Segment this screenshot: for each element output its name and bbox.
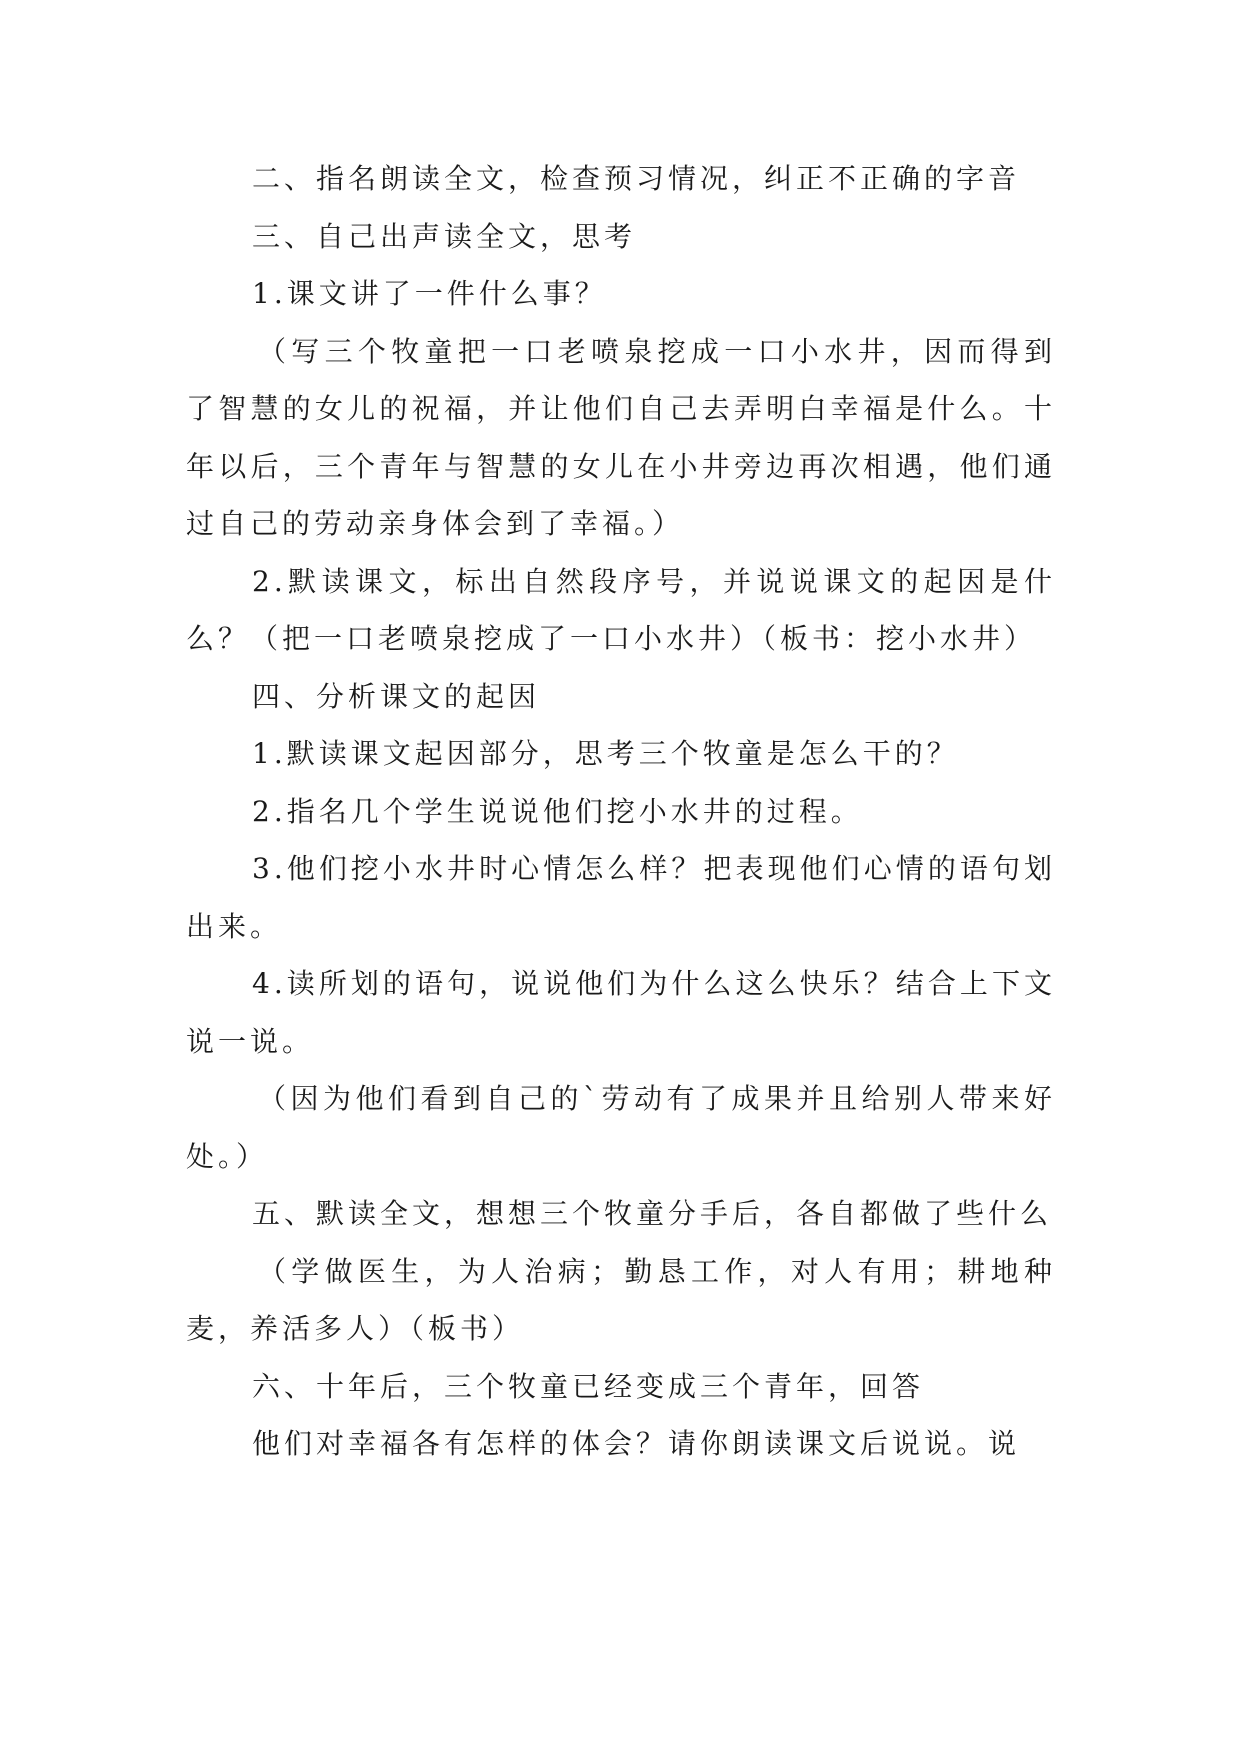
- paragraph-step-4-item-3: 3.他们挖小水井时心情怎么样？把表现他们心情的语句划出来。: [186, 852, 1056, 943]
- paragraph-step-2: 二、指名朗读全文，检查预习情况，纠正不正确的字音: [252, 162, 1021, 195]
- paragraph-step-4: 四、分析课文的起因: [252, 679, 541, 713]
- paragraph-answer-5: （学做医生，为人治病；勤恳工作，对人有用；耕地种麦，养活多人）（板书）: [186, 1254, 1056, 1345]
- paragraph-step-6: 六、十年后，三个牧童已经变成三个青年，回答: [252, 1369, 925, 1403]
- paragraph-step-4-item-4: 4.读所划的语句，说说他们为什么这么快乐？结合上下文说一说。: [186, 967, 1056, 1058]
- document-body: [186, 150, 1056, 1473]
- paragraph-answer-4: （因为他们看到自己的`劳动有了成果并且给别人带来好处。）: [186, 1082, 1056, 1173]
- paragraph-question-2: 2.默读课文，标出自然段序号，并说说课文的起因是什么？（把一口老喷泉挖成了一口小水井）（板书：挖小水井）: [186, 564, 1056, 655]
- paragraph-step-3: 三、自己出声读全文，思考: [252, 219, 637, 253]
- paragraph-step-5: 五、默读全文，想想三个牧童分手后，各自都做了些什么: [252, 1197, 1053, 1230]
- paragraph-question-1: 1.课文讲了一件什么事？: [252, 277, 607, 310]
- paragraph-step-4-item-1: 1.默读课文起因部分，思考三个牧童是怎么干的？: [252, 737, 959, 770]
- paragraph-step-6-question: 他们对幸福各有怎样的体会？请你朗读课文后说说。说: [252, 1427, 1021, 1460]
- paragraph-answer-1: （写三个牧童把一口老喷泉挖成一口小水井，因而得到了智慧的女儿的祝福，并让他们自己去弄明白幸福是什么。十年以后，三个青年与智慧的女儿在小井旁边再次相遇，他们通过自己的劳动亲身体会到了幸福。）: [186, 334, 1056, 540]
- paragraph-step-4-item-2: 2.指名几个学生说说他们挖小水井的过程。: [252, 794, 863, 828]
